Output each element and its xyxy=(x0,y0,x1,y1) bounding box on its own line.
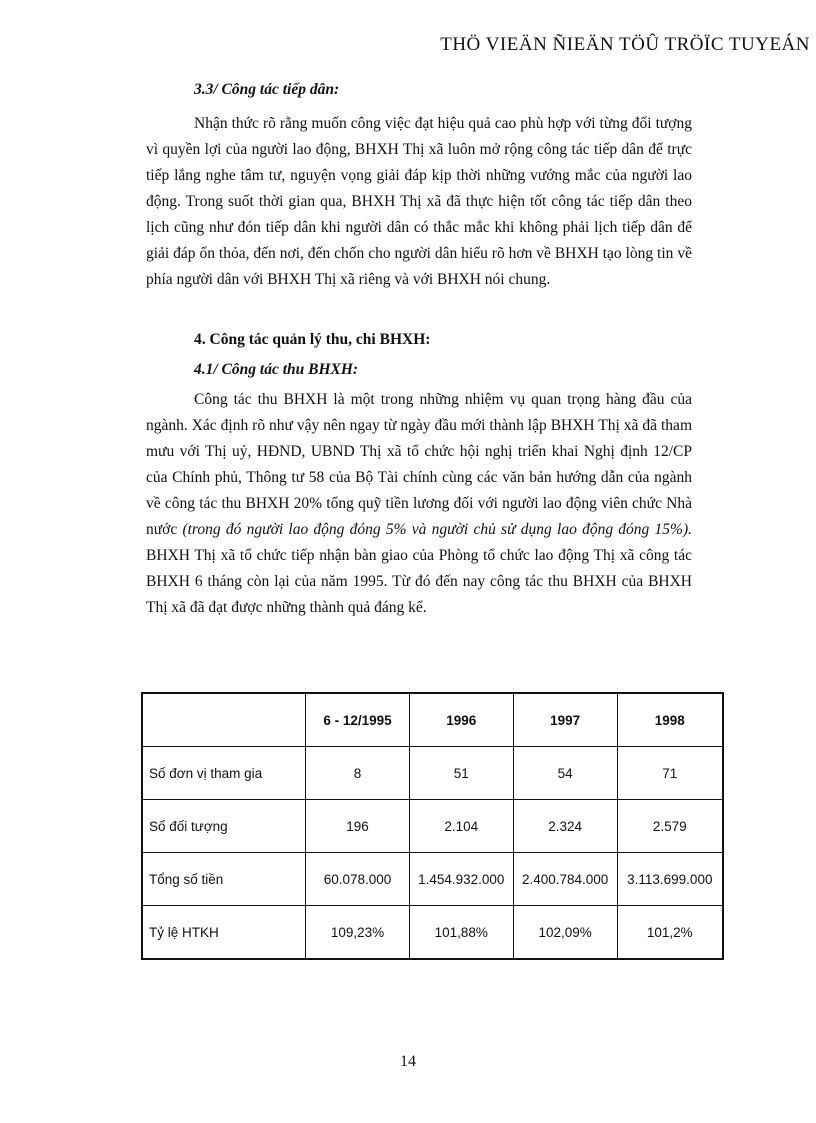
table-cell: 3.113.699.000 xyxy=(617,853,723,906)
section-4-1-heading: 4.1/ Công tác thu BHXH: xyxy=(194,361,359,378)
table-cell: 101,2% xyxy=(617,906,723,960)
table-header-row xyxy=(142,693,723,747)
table-cell: 1.454.932.000 xyxy=(409,853,513,906)
statistics-table xyxy=(141,692,724,960)
table-cell: 2.104 xyxy=(409,800,513,853)
table-header-cell xyxy=(142,693,306,747)
statistics-table-container xyxy=(141,692,724,960)
table-row xyxy=(142,747,723,800)
table-cell: 8 xyxy=(306,747,410,800)
section-3-3-paragraph: Nhận thức rõ rằng muốn công việc đạt hiệu quả cao phù hợp với từng đối tượng vì quyền lợi của người lao động, BHXH Thị xã luôn mở rộng công tác tiếp dân để trực tiếp lắng nghe tâm tư, nguyện vọng giải đáp kịp thời những vướng mắc của người lao động. Trong suốt thời gian qua, BHXH Thị xã đã thực hiện tốt công tác tiếp dân theo lịch cũng như đón tiếp dân khi người dân có thắc mắc khi không phải lịch tiếp dân để giải đáp ổn thỏa, đến nơi, đến chốn cho người dân hiểu rõ hơn về BHXH tạo lòng tin về phía người dân với BHXH Thị xã riêng và với BHXH nói chung. xyxy=(146,115,692,288)
page-header-title: THÖ VIEÄN ÑIEÄN TÖÛ TRÖÏC TUYEÁN xyxy=(440,34,810,55)
section-3-3-heading: 3.3/ Công tác tiếp dân: xyxy=(194,81,340,98)
row-label: Số đơn vị tham gia xyxy=(142,747,306,800)
table-header-cell: 1996 xyxy=(409,693,513,747)
table-header-cell: 6 - 12/1995 xyxy=(306,693,410,747)
row-label: Số đối tượng xyxy=(142,800,306,853)
table-cell: 54 xyxy=(513,747,617,800)
row-label: Tỷ lệ HTKH xyxy=(142,906,306,960)
table-row xyxy=(142,906,723,960)
page-number: 14 xyxy=(400,1053,416,1070)
table-cell: 101,88% xyxy=(409,906,513,960)
table-cell: 2.324 xyxy=(513,800,617,853)
paragraph-text-part-2: BHXH Thị xã tổ chức tiếp nhận bàn giao của Phòng tổ chức lao động Thị xã công tác BHXH 6 tháng còn lại của năm 1995. Từ đó đến nay công tác thu BHXH của BHXH Thị xã đã đạt được những thành quả đáng kể. xyxy=(146,547,692,616)
table-header-cell: 1998 xyxy=(617,693,723,747)
table-row xyxy=(142,800,723,853)
table-cell: 60.078.000 xyxy=(306,853,410,906)
table-cell: 102,09% xyxy=(513,906,617,960)
section-4-heading: 4. Công tác quản lý thu, chi BHXH: xyxy=(194,331,431,348)
document-body xyxy=(146,77,692,621)
table-cell: 196 xyxy=(306,800,410,853)
table-cell: 2.400.784.000 xyxy=(513,853,617,906)
table-row xyxy=(142,853,723,906)
section-4-1-paragraph xyxy=(146,387,692,621)
paragraph-text-part-1: Công tác thu BHXH là một trong những nhiệm vụ quan trọng hàng đầu của ngành. Xác định rõ như vậy nên ngay từ ngày đầu mới thành lập BHXH Thị xã đã tham mưu với Thị uỷ, HĐND, UBND Thị xã tổ chức hội nghị triển khai Nghị định 12/CP của Chính phủ, Thông tư 58 của Bộ Tài chính cùng các văn bản hướng dẫn của ngành về công tác thu BHXH 20% tổng quỹ tiền lương đối với người lao động viên chức Nhà nước xyxy=(146,391,692,538)
table-cell: 2.579 xyxy=(617,800,723,853)
table-cell: 51 xyxy=(409,747,513,800)
table-header-cell: 1997 xyxy=(513,693,617,747)
table-cell: 109,23% xyxy=(306,906,410,960)
row-label: Tổng số tiền xyxy=(142,853,306,906)
table-cell: 71 xyxy=(617,747,723,800)
paragraph-italic-note: (trong đó người lao động đóng 5% và người chủ sử dụng lao động đóng 15%). xyxy=(182,521,692,538)
